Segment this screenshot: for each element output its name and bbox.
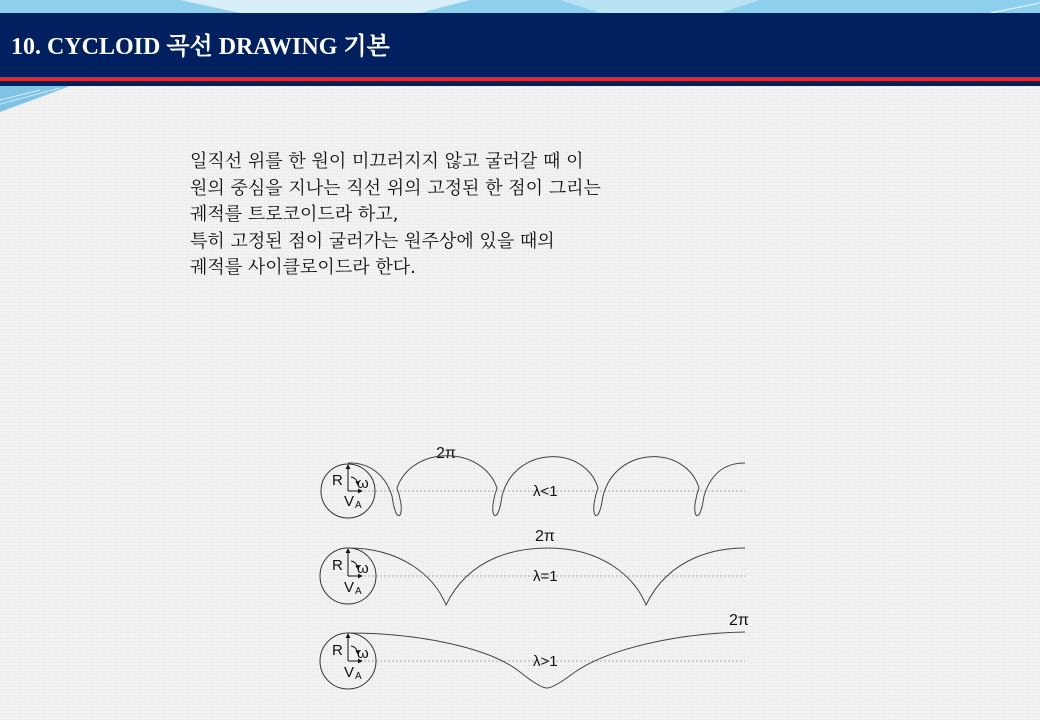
omega-label: ω [357,645,369,662]
description-line: 궤적를 사이클로이드라 한다. [190,257,416,279]
lambda-label: λ>1 [533,653,558,670]
radius-label: R [332,642,343,659]
omega-label: ω [357,560,369,577]
description-line: 일직선 위를 한 원이 미끄러지지 않고 굴러갈 때 이 [190,151,584,172]
lambda-label: λ=1 [533,568,558,585]
description-line: 특히 고정된 점이 굴러가는 원주상에 있을 때의 [190,230,555,252]
diagram-row-lambda-gt-1 [320,612,749,689]
velocity-label: V [344,579,355,596]
description-line: 궤적를 트로코이드라 하고, [190,204,399,226]
velocity-subscript: A [355,671,362,682]
radius-label: R [332,472,343,489]
period-label: 2π [436,445,456,462]
lambda-label: λ<1 [533,483,558,500]
omega-label: ω [357,475,369,492]
page-title: 10. CYCLOID 곡선 DRAWING 기본 [11,34,390,60]
velocity-label: V [344,664,355,681]
velocity-subscript: A [355,500,362,511]
period-label: 2π [729,612,749,629]
radius-label: R [332,557,343,574]
diagram-row-lambda-eq-1 [320,528,745,605]
velocity-label: V [344,493,355,510]
diagram-row-lambda-lt-1 [321,445,745,518]
velocity-subscript: A [355,586,362,597]
description-line: 원의 중심을 지나는 직선 위의 고정된 한 점이 그리는 [190,177,601,199]
period-label: 2π [535,528,555,545]
